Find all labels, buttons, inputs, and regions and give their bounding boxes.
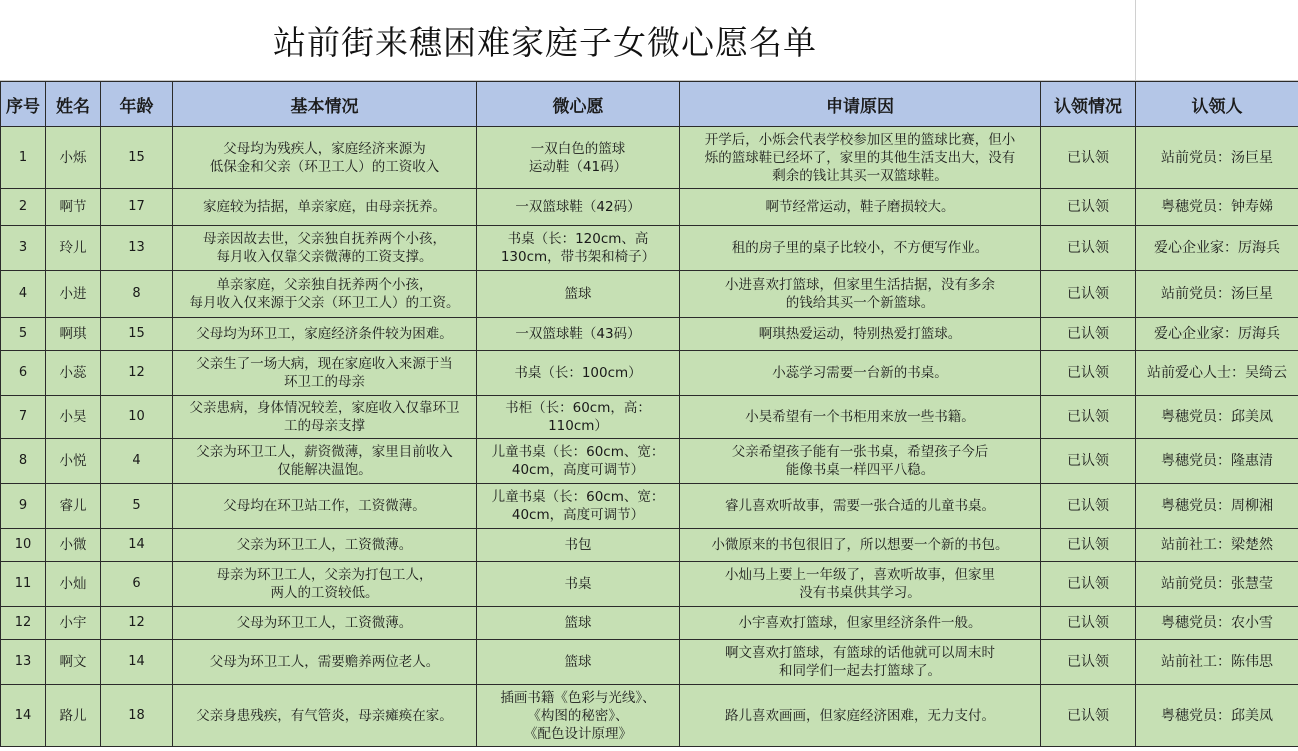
basic-situation: 父母均为环卫工，家庭经济条件较为困难。 bbox=[173, 318, 477, 351]
row-number: 10 bbox=[1, 529, 46, 562]
header-name: 姓名 bbox=[46, 82, 101, 127]
wish-list-table bbox=[0, 81, 1298, 747]
micro-wish: 书桌（长：100cm） bbox=[477, 351, 680, 396]
claim-status: 已认领 bbox=[1041, 640, 1136, 685]
child-age: 15 bbox=[101, 127, 173, 189]
micro-wish: 篮球 bbox=[477, 271, 680, 318]
basic-situation: 父亲身患残疾，有气管炎，母亲瘫痪在家。 bbox=[173, 685, 477, 747]
child-name: 路儿 bbox=[46, 685, 101, 747]
basic-situation: 父母为环卫工人，工资微薄。 bbox=[173, 607, 477, 640]
child-name: 小烁 bbox=[46, 127, 101, 189]
application-reason: 小宇喜欢打篮球，但家里经济条件一般。 bbox=[680, 607, 1041, 640]
micro-wish: 书柜（长：60cm，高： 110cm） bbox=[477, 396, 680, 439]
claim-status: 已认领 bbox=[1041, 439, 1136, 484]
claim-status: 已认领 bbox=[1041, 396, 1136, 439]
child-age: 6 bbox=[101, 562, 173, 607]
claim-status: 已认领 bbox=[1041, 484, 1136, 529]
micro-wish: 篮球 bbox=[477, 640, 680, 685]
row-number: 14 bbox=[1, 685, 46, 747]
micro-wish: 儿童书桌（长：60cm、宽： 40cm，高度可调节） bbox=[477, 439, 680, 484]
claimer-name: 粤穗党员：隆惠清 bbox=[1136, 439, 1298, 484]
claim-status: 已认领 bbox=[1041, 189, 1136, 226]
child-name: 睿儿 bbox=[46, 484, 101, 529]
basic-situation: 父母为环卫工人，需要赡养两位老人。 bbox=[173, 640, 477, 685]
table-row bbox=[1, 529, 1298, 562]
claimer-name: 粤穗党员：钟寿娣 bbox=[1136, 189, 1298, 226]
table-row bbox=[1, 351, 1298, 396]
child-name: 小微 bbox=[46, 529, 101, 562]
header-claimer: 认领人 bbox=[1136, 82, 1298, 127]
basic-situation: 父母均在环卫站工作，工资微薄。 bbox=[173, 484, 477, 529]
micro-wish: 儿童书桌（长：60cm、宽： 40cm，高度可调节） bbox=[477, 484, 680, 529]
row-number: 11 bbox=[1, 562, 46, 607]
claim-status: 已认领 bbox=[1041, 529, 1136, 562]
micro-wish: 一双篮球鞋（42码） bbox=[477, 189, 680, 226]
claim-status: 已认领 bbox=[1041, 607, 1136, 640]
child-name: 啊琪 bbox=[46, 318, 101, 351]
table-row bbox=[1, 685, 1298, 747]
row-number: 8 bbox=[1, 439, 46, 484]
header-row bbox=[1, 82, 1298, 127]
basic-situation: 父亲患病，身体情况较差，家庭收入仅靠环卫 工的母亲支撑 bbox=[173, 396, 477, 439]
application-reason: 啊琪热爱运动，特别热爱打篮球。 bbox=[680, 318, 1041, 351]
claimer-name: 粤穗党员：农小雪 bbox=[1136, 607, 1298, 640]
child-name: 小灿 bbox=[46, 562, 101, 607]
claimer-name: 粤穗党员：周柳湘 bbox=[1136, 484, 1298, 529]
child-age: 18 bbox=[101, 685, 173, 747]
claimer-name: 粤穗党员：邱美凤 bbox=[1136, 396, 1298, 439]
claim-status: 已认领 bbox=[1041, 271, 1136, 318]
child-name: 小悦 bbox=[46, 439, 101, 484]
row-number: 7 bbox=[1, 396, 46, 439]
table-row bbox=[1, 271, 1298, 318]
application-reason: 租的房子里的桌子比较小，不方便写作业。 bbox=[680, 226, 1041, 271]
micro-wish: 一双白色的篮球 运动鞋（41码） bbox=[477, 127, 680, 189]
row-number: 5 bbox=[1, 318, 46, 351]
child-age: 8 bbox=[101, 271, 173, 318]
child-name: 小进 bbox=[46, 271, 101, 318]
row-number: 3 bbox=[1, 226, 46, 271]
table-row bbox=[1, 318, 1298, 351]
child-age: 10 bbox=[101, 396, 173, 439]
table-row bbox=[1, 562, 1298, 607]
application-reason: 小蕊学习需要一台新的书桌。 bbox=[680, 351, 1041, 396]
child-name: 啊文 bbox=[46, 640, 101, 685]
child-age: 14 bbox=[101, 640, 173, 685]
claimer-name: 站前社工：梁楚然 bbox=[1136, 529, 1298, 562]
row-number: 4 bbox=[1, 271, 46, 318]
basic-situation: 父亲生了一场大病，现在家庭收入来源于当 环卫工的母亲 bbox=[173, 351, 477, 396]
child-age: 13 bbox=[101, 226, 173, 271]
row-number: 13 bbox=[1, 640, 46, 685]
table-row bbox=[1, 607, 1298, 640]
header-age: 年龄 bbox=[101, 82, 173, 127]
claimer-name: 站前爱心人士：吴绮云 bbox=[1136, 351, 1298, 396]
row-number: 9 bbox=[1, 484, 46, 529]
claimer-name: 站前党员：汤巨星 bbox=[1136, 127, 1298, 189]
micro-wish: 一双篮球鞋（43码） bbox=[477, 318, 680, 351]
child-name: 小宇 bbox=[46, 607, 101, 640]
table-row bbox=[1, 226, 1298, 271]
row-number: 1 bbox=[1, 127, 46, 189]
claim-status: 已认领 bbox=[1041, 562, 1136, 607]
claim-status: 已认领 bbox=[1041, 685, 1136, 747]
application-reason: 睿儿喜欢听故事，需要一张合适的儿童书桌。 bbox=[680, 484, 1041, 529]
micro-wish: 插画书籍《色彩与光线》、 《构图的秘密》、 《配色设计原理》 bbox=[477, 685, 680, 747]
claimer-name: 站前党员：汤巨星 bbox=[1136, 271, 1298, 318]
claimer-name: 爱心企业家：厉海兵 bbox=[1136, 318, 1298, 351]
child-name: 小昊 bbox=[46, 396, 101, 439]
application-reason: 小进喜欢打篮球，但家里生活拮据，没有多余 的钱给其买一个新篮球。 bbox=[680, 271, 1041, 318]
basic-situation: 父母均为残疾人，家庭经济来源为 低保金和父亲（环卫工人）的工资收入 bbox=[173, 127, 477, 189]
header-reason: 申请原因 bbox=[680, 82, 1041, 127]
basic-situation: 母亲为环卫工人，父亲为打包工人， 两人的工资较低。 bbox=[173, 562, 477, 607]
row-number: 12 bbox=[1, 607, 46, 640]
page-title bbox=[0, 0, 1135, 80]
application-reason: 父亲希望孩子能有一张书桌，希望孩子今后 能像书桌一样四平八稳。 bbox=[680, 439, 1041, 484]
basic-situation: 父亲为环卫工人，工资微薄。 bbox=[173, 529, 477, 562]
table-row bbox=[1, 640, 1298, 685]
table-row bbox=[1, 484, 1298, 529]
application-reason: 小微原来的书包很旧了，所以想要一个新的书包。 bbox=[680, 529, 1041, 562]
row-number: 2 bbox=[1, 189, 46, 226]
application-reason: 啊文喜欢打篮球，有篮球的话他就可以周末时 和同学们一起去打篮球了。 bbox=[680, 640, 1041, 685]
row-number: 6 bbox=[1, 351, 46, 396]
claim-status: 已认领 bbox=[1041, 318, 1136, 351]
claim-status: 已认领 bbox=[1041, 351, 1136, 396]
table-row bbox=[1, 127, 1298, 189]
basic-situation: 单亲家庭，父亲独自抚养两个小孩， 每月收入仅来源于父亲（环卫工人）的工资。 bbox=[173, 271, 477, 318]
application-reason: 小昊希望有一个书柜用来放一些书籍。 bbox=[680, 396, 1041, 439]
child-age: 12 bbox=[101, 351, 173, 396]
micro-wish: 书桌 bbox=[477, 562, 680, 607]
empty-header-cell bbox=[1135, 0, 1298, 80]
claimer-name: 站前社工：陈伟思 bbox=[1136, 640, 1298, 685]
table-row bbox=[1, 189, 1298, 226]
header-no: 序号 bbox=[1, 82, 46, 127]
child-name: 小蕊 bbox=[46, 351, 101, 396]
header-situation: 基本情况 bbox=[173, 82, 477, 127]
header-status: 认领情况 bbox=[1041, 82, 1136, 127]
application-reason: 开学后，小烁会代表学校参加区里的篮球比赛，但小 烁的篮球鞋已经坏了，家里的其他生活支出大，没有 剩余的钱让其买一双篮球鞋。 bbox=[680, 127, 1041, 189]
child-age: 17 bbox=[101, 189, 173, 226]
claimer-name: 爱心企业家：厉海兵 bbox=[1136, 226, 1298, 271]
child-age: 4 bbox=[101, 439, 173, 484]
child-age: 5 bbox=[101, 484, 173, 529]
micro-wish: 篮球 bbox=[477, 607, 680, 640]
claim-status: 已认领 bbox=[1041, 226, 1136, 271]
application-reason: 小灿马上要上一年级了，喜欢听故事，但家里 没有书桌供其学习。 bbox=[680, 562, 1041, 607]
basic-situation: 父亲为环卫工人，薪资微薄，家里目前收入 仅能解决温饱。 bbox=[173, 439, 477, 484]
child-age: 14 bbox=[101, 529, 173, 562]
application-reason: 啊节经常运动，鞋子磨损较大。 bbox=[680, 189, 1041, 226]
table-row bbox=[1, 439, 1298, 484]
child-name: 玲儿 bbox=[46, 226, 101, 271]
micro-wish: 书包 bbox=[477, 529, 680, 562]
claimer-name: 粤穗党员：邱美凤 bbox=[1136, 685, 1298, 747]
header-wish: 微心愿 bbox=[477, 82, 680, 127]
claim-status: 已认领 bbox=[1041, 127, 1136, 189]
table-row bbox=[1, 396, 1298, 439]
basic-situation: 母亲因故去世，父亲独自抚养两个小孩， 每月收入仅靠父亲微薄的工资支撑。 bbox=[173, 226, 477, 271]
title-text: 站前街来穗困难家庭子女微心愿名单 bbox=[273, 22, 817, 62]
claimer-name: 站前党员：张慧莹 bbox=[1136, 562, 1298, 607]
child-name: 啊节 bbox=[46, 189, 101, 226]
basic-situation: 家庭较为拮据，单亲家庭，由母亲抚养。 bbox=[173, 189, 477, 226]
application-reason: 路儿喜欢画画，但家庭经济困难，无力支付。 bbox=[680, 685, 1041, 747]
child-age: 12 bbox=[101, 607, 173, 640]
micro-wish: 书桌（长：120cm、高 130cm，带书架和椅子） bbox=[477, 226, 680, 271]
child-age: 15 bbox=[101, 318, 173, 351]
